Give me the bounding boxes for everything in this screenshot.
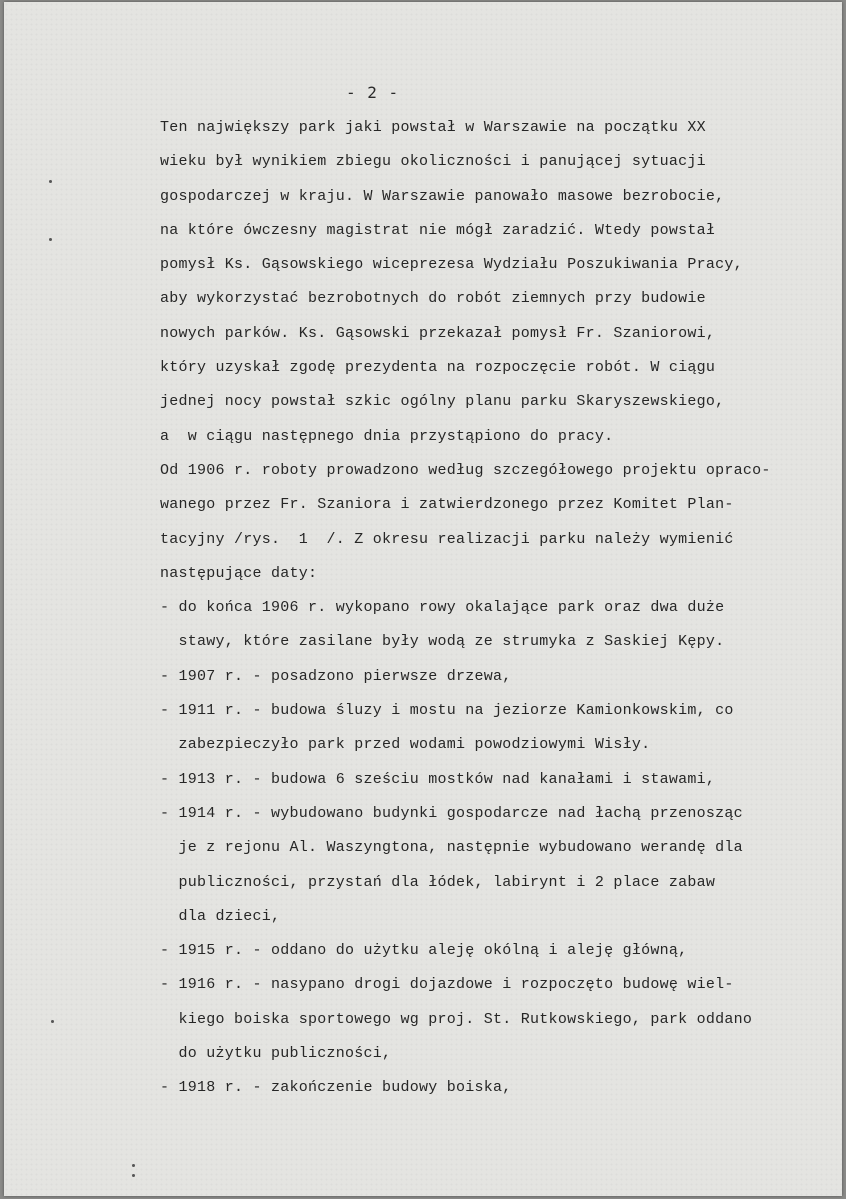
list-item-continuation: zabezpieczyło park przed wodami powodziowymi Wisły. <box>160 736 651 754</box>
text-line: a w ciągu następnego dnia przystąpiono do pracy. <box>160 427 614 445</box>
text-line: wieku był wynikiem zbiegu okoliczności i panującej sytuacji <box>160 153 706 171</box>
list-item-continuation: do użytku publiczności, <box>160 1045 392 1063</box>
list-item-continuation: dla dzieci, <box>160 907 281 925</box>
text-line: który uzyskał zgodę prezydenta na rozpoczęcie robót. W ciągu <box>160 359 716 377</box>
list-item: - 1914 r. - wybudowano budynki gospodarcze nad łachą przenosząc <box>160 804 743 822</box>
text-line: tacyjny /rys. 1 /. Z okresu realizacji parku należy wymienić <box>160 530 734 548</box>
text-line: aby wykorzystać bezrobotnych do robót ziemnych przy budowie <box>160 290 706 308</box>
list-item-continuation: je z rejonu Al. Waszyngtona, następnie wybudowano werandę dla <box>160 839 743 857</box>
text-line: jednej nocy powstał szkic ogólny planu parku Skaryszewskiego, <box>160 393 725 411</box>
list-item-continuation: stawy, które zasilane były wodą ze strumyka z Saskiej Kępy. <box>160 633 725 651</box>
text-line: gospodarczej w kraju. W Warszawie panowało masowe bezrobocie, <box>160 187 725 205</box>
document-page <box>4 2 842 1196</box>
list-item: - 1913 r. - budowa 6 sześciu mostków nad kanałami i stawami, <box>160 770 716 788</box>
list-item: - 1918 r. - zakończenie budowy boiska, <box>160 1079 512 1097</box>
text-line: nowych parków. Ks. Gąsowski przekazał pomysł Fr. Szaniorowi, <box>160 324 716 342</box>
paper-speck <box>49 180 52 183</box>
text-line: Od 1906 r. roboty prowadzono według szczegółowego projektu opraco- <box>160 461 771 479</box>
text-line: Ten największy park jaki powstał w Warszawie na początku XX <box>160 119 706 136</box>
paper-speck <box>132 1174 135 1177</box>
page-number: - 2 - <box>346 83 400 102</box>
text-line: wanego przez Fr. Szaniora i zatwierdzonego przez Komitet Plan- <box>160 496 734 514</box>
paper-speck <box>51 1020 54 1023</box>
list-item-continuation: kiego boiska sportowego wg proj. St. Rutkowskiego, park oddano <box>160 1010 753 1028</box>
list-item: - 1915 r. - oddano do użytku aleję okólną i aleję główną, <box>160 942 688 960</box>
list-item: - 1911 r. - budowa śluzy i mostu na jeziorze Kamionkowskim, co <box>160 702 734 720</box>
paper-speck <box>132 1164 135 1167</box>
list-item: - do końca 1906 r. wykopano rowy okalające park oraz dwa duże <box>160 599 725 617</box>
text-line: pomysł Ks. Gąsowskiego wiceprezesa Wydziału Poszukiwania Pracy, <box>160 256 743 274</box>
list-item: - 1916 r. - nasypano drogi dojazdowe i rozpoczęto budowę wiel- <box>160 976 734 994</box>
list-item-continuation: publiczności, przystań dla łódek, labirynt i 2 place zabaw <box>160 873 716 891</box>
text-line: na które ówczesny magistrat nie mógł zaradzić. Wtedy powstał <box>160 221 716 239</box>
text-line: następujące daty: <box>160 564 318 582</box>
body-text <box>160 117 842 1112</box>
list-item: - 1907 r. - posadzono pierwsze drzewa, <box>160 667 512 685</box>
paper-speck <box>49 238 52 241</box>
